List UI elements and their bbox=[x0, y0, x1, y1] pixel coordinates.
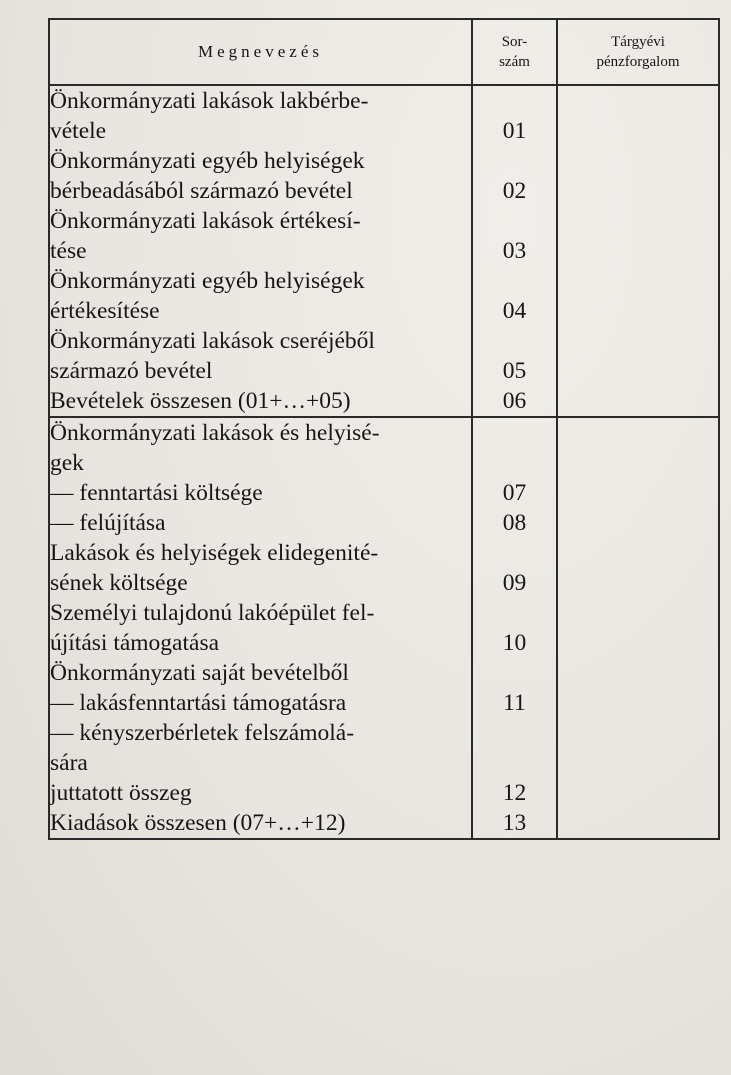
table-row bbox=[49, 326, 719, 386]
row-name-cell bbox=[49, 326, 472, 386]
row-name-line: tése bbox=[50, 238, 87, 264]
row-number: 11 bbox=[472, 658, 557, 718]
row-name-cell bbox=[49, 146, 472, 206]
row-amount-cell[interactable] bbox=[557, 326, 719, 386]
row-name-cell bbox=[49, 538, 472, 598]
table-row bbox=[49, 266, 719, 326]
row-name-line: Bevételek összesen (01+…+05) bbox=[50, 388, 351, 414]
row-number: 02 bbox=[472, 146, 557, 206]
header-amount-line2: pénzforgalom bbox=[596, 54, 680, 70]
row-number: 05 bbox=[472, 326, 557, 386]
row-name-cell bbox=[49, 386, 472, 417]
header-number bbox=[472, 19, 557, 85]
row-name-line: Kiadások összesen (07+…+12) bbox=[50, 810, 346, 836]
row-name-cell bbox=[49, 658, 472, 718]
row-amount-cell[interactable] bbox=[557, 386, 719, 417]
row-number: 06 bbox=[472, 386, 557, 417]
row-name-line: Önkormányzati lakások lakbérbe- bbox=[50, 88, 369, 114]
row-name-cell bbox=[49, 417, 472, 508]
table-row bbox=[49, 386, 719, 417]
row-number: 10 bbox=[472, 598, 557, 658]
header-number-line2: szám bbox=[499, 54, 530, 70]
row-name-line: vétele bbox=[50, 118, 107, 144]
header-name-label: Megnevezés bbox=[198, 42, 323, 61]
table-row bbox=[49, 206, 719, 266]
row-amount-cell[interactable] bbox=[557, 598, 719, 658]
header-number-line1: Sor- bbox=[501, 34, 528, 50]
row-name-line: gek bbox=[50, 450, 84, 476]
row-number: 03 bbox=[472, 206, 557, 266]
header-name bbox=[49, 19, 472, 85]
row-name-line: újítási támogatása bbox=[50, 630, 220, 656]
table-row bbox=[49, 658, 719, 718]
table-row bbox=[49, 417, 719, 508]
row-name-line: — lakásfenntartási támogatásra bbox=[50, 690, 347, 716]
table-row bbox=[49, 538, 719, 598]
row-name-line: Önkormányzati lakások értékesí- bbox=[50, 208, 361, 234]
row-name-line: Önkormányzati lakások és helyisé- bbox=[50, 420, 380, 446]
row-name-line: sára bbox=[50, 750, 88, 776]
row-name-line: — fenntartási költsége bbox=[50, 480, 263, 506]
table-row bbox=[49, 598, 719, 658]
row-name-line: értékesítése bbox=[50, 298, 160, 324]
ledger-body bbox=[49, 85, 719, 839]
ledger-table bbox=[48, 18, 720, 840]
row-name-line: Önkormányzati saját bevételből bbox=[50, 660, 349, 686]
row-number: 09 bbox=[472, 538, 557, 598]
row-number: 08 bbox=[472, 508, 557, 538]
row-name-cell bbox=[49, 598, 472, 658]
row-number: 12 bbox=[472, 718, 557, 808]
header-row bbox=[49, 19, 719, 85]
row-amount-cell[interactable] bbox=[557, 417, 719, 508]
row-name-line: — felújítása bbox=[50, 510, 166, 536]
row-name-line: — kényszerbérletek felszámolá- bbox=[50, 720, 355, 746]
table-row bbox=[49, 85, 719, 146]
row-number: 07 bbox=[472, 417, 557, 508]
row-name-line: származó bevétel bbox=[50, 358, 213, 384]
row-amount-cell[interactable] bbox=[557, 658, 719, 718]
row-name-line: bérbeadásából származó bevétel bbox=[50, 178, 353, 204]
table-row bbox=[49, 508, 719, 538]
row-number: 04 bbox=[472, 266, 557, 326]
row-name-cell bbox=[49, 206, 472, 266]
row-name-cell bbox=[49, 508, 472, 538]
row-name-cell bbox=[49, 266, 472, 326]
header-amount-line1: Tárgyévi bbox=[611, 34, 665, 50]
row-number: 01 bbox=[472, 85, 557, 146]
row-number: 13 bbox=[472, 808, 557, 839]
row-amount-cell[interactable] bbox=[557, 538, 719, 598]
row-amount-cell[interactable] bbox=[557, 85, 719, 146]
row-amount-cell[interactable] bbox=[557, 508, 719, 538]
row-amount-cell[interactable] bbox=[557, 808, 719, 839]
row-name-cell bbox=[49, 85, 472, 146]
row-name-cell bbox=[49, 808, 472, 839]
row-name-line: Önkormányzati egyéb helyiségek bbox=[50, 148, 365, 174]
table-row bbox=[49, 808, 719, 839]
row-name-line: Lakások és helyiségek elidegenité- bbox=[50, 540, 379, 566]
table-row bbox=[49, 718, 719, 808]
row-amount-cell[interactable] bbox=[557, 718, 719, 808]
row-name-line: sének költsége bbox=[50, 570, 188, 596]
row-name-line: Önkormányzati egyéb helyiségek bbox=[50, 268, 365, 294]
row-name-line: Önkormányzati lakások cseréjéből bbox=[50, 328, 375, 354]
table-row bbox=[49, 146, 719, 206]
row-name-line: juttatott összeg bbox=[50, 780, 192, 806]
row-name-cell bbox=[49, 718, 472, 808]
row-amount-cell[interactable] bbox=[557, 146, 719, 206]
row-amount-cell[interactable] bbox=[557, 206, 719, 266]
row-amount-cell[interactable] bbox=[557, 266, 719, 326]
header-amount bbox=[557, 19, 719, 85]
row-name-line: Személyi tulajdonú lakóépület fel- bbox=[50, 600, 375, 626]
